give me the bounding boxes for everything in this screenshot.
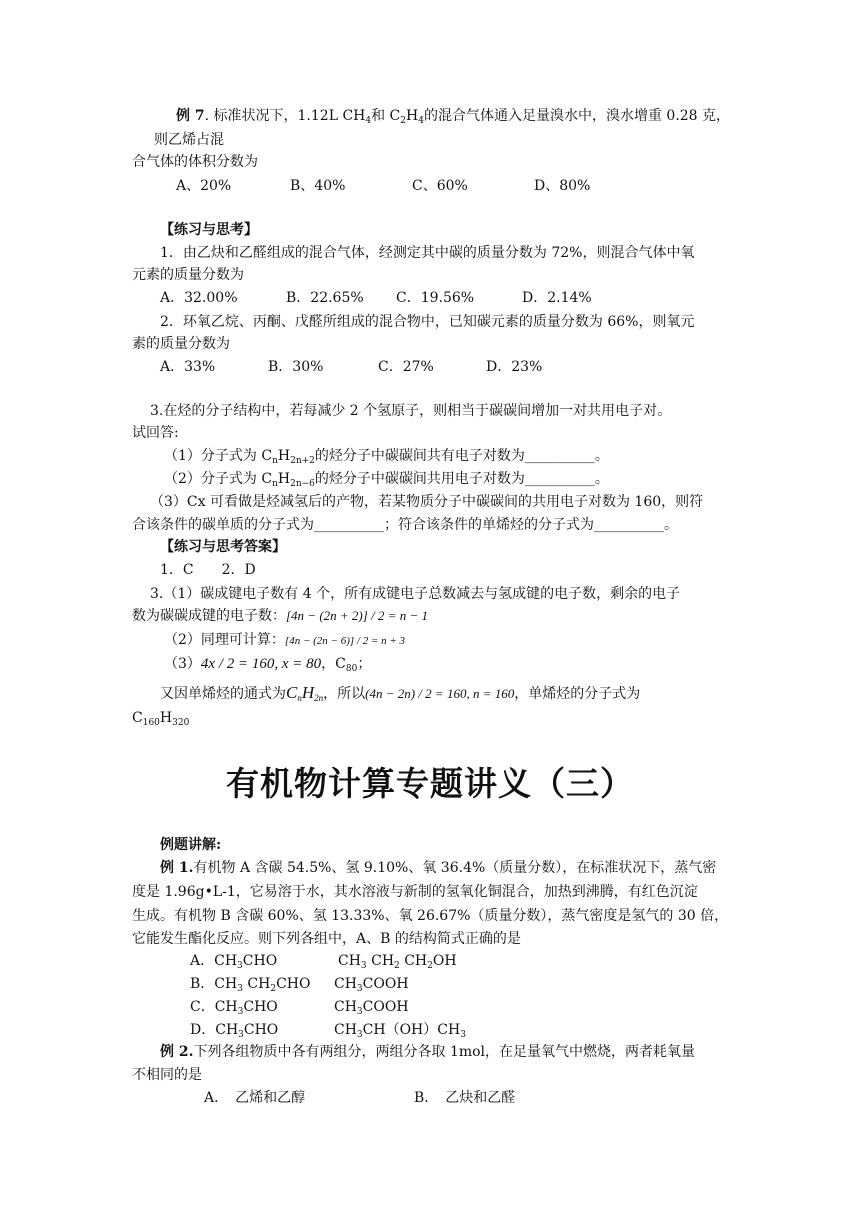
formula-4: (4n − 2n) / 2 = 160, n = 160 xyxy=(365,686,515,701)
section-title: 有机物计算专题讲义（三） xyxy=(226,764,634,803)
example-1-line-3: 生成。有机物 B 含碳 60%、氢 13.33%、氧 26.67%（质量分数），蒸气密度是氢气的 30 倍， xyxy=(132,908,729,924)
answers-q3-line-1: 3.（1）碳成键电子数有 4 个，所有成键电子总数减去与氢成键的电子数，剩余的电子 xyxy=(150,586,681,602)
practice-q1-option-d: D．2.14% xyxy=(522,290,592,306)
example-2-line-2: 不相同的是 xyxy=(132,1067,202,1083)
practice-q2-option-d: D．23% xyxy=(486,359,543,375)
answers-heading: 【练习与思考答案】 xyxy=(160,539,286,555)
practice-q2-line-1: 2．环氧乙烷、丙酮、戊醛所组成的混合物中，已知碳元素的质量分数为 66%，则氧元 xyxy=(160,314,695,330)
practice-q1-line-1: 1．由乙炔和乙醛组成的混合气体，经测定其中碳的质量分数为 72%，则混合气体中氧 xyxy=(160,245,695,261)
practice-q1-option-c: C．19.56% xyxy=(396,290,475,306)
example-1-option-a-b: $CH_3$ $CH_2$ $CH_2OH$ xyxy=(338,953,457,971)
example-1-option-c-b: $CH_3COOH$ xyxy=(334,999,409,1017)
formula-3: 4x / 2 = 160, x = 80 xyxy=(200,656,322,672)
example-2-line-1: 例 2.下列各组物质中各有两组分，两组分各取 1mol，在足量氧气中燃烧，两者耗氧量 xyxy=(160,1044,696,1060)
example-1-line-1: 例 1.有机物 A 含碳 54.5%、氢 9.10%、氧 36.4%（质量分数），在标准状况下，蒸气密 xyxy=(160,860,717,876)
example-1-label: 例 1. xyxy=(160,860,194,876)
practice-q3-line-1: 3.在烃的分子结构中，若每减少 2 个氢原子，则相当于碳碳间增加一对共用电子对。 xyxy=(150,403,672,419)
answers-line-1: 1．C 2．D xyxy=(160,562,256,578)
answers-final-formula: $C_{160}H_{320}$ xyxy=(132,710,190,728)
example-7-line-1: 例 7. 标准状况下，1.12L $CH_4$和 $C_2H_4$的混合气体通入足量溴水中，溴水增重 0.28 克， xyxy=(176,108,731,126)
practice-q3-part-1: （1）分子式为 $C_nH_{2n+2}$的烃分子中碳碳间共有电子对数为__________。 xyxy=(164,448,609,466)
practice-q1-option-a: A．32.00% xyxy=(160,290,238,306)
example-1-option-c: C．$CH_3CHO$ xyxy=(190,999,278,1017)
practice-q3-part-2: （2）分子式为 $C_nH_{2n-6}$的烃分子中碳碳间共用电子对数为__________。 xyxy=(164,471,609,489)
answers-q3-line-2: 数为碳碳成键的电子数：[4n − (2n + 2)] / 2 = n − 1 xyxy=(132,608,428,624)
answers-q3-part-2: （2）同理可计算：[4n − (2n − 6)] / 2 = n + 3 xyxy=(164,632,406,648)
answers-q3-part-3: （3）4x / 2 = 160, x = 80，$C_{80}$； xyxy=(164,656,372,674)
example-7-option-b: B、40% xyxy=(290,178,346,194)
practice-q2-option-b: B．30% xyxy=(268,359,324,375)
practice-q3-line-2: 试回答: xyxy=(132,425,179,441)
example-1-option-b-b: $CH_3COOH$ xyxy=(334,976,409,994)
practice-q2-option-a: A．33% xyxy=(160,359,216,375)
example-7-option-a: A、20% xyxy=(176,178,232,194)
formula-1: [4n − (2n + 2)] / 2 = n − 1 xyxy=(286,608,428,623)
practice-q1-line-2: 元素的质量分数为 xyxy=(132,267,244,283)
example-7-line-2: 则乙烯占混 xyxy=(154,132,224,148)
formula-2: [4n − (2n − 6)] / 2 = n + 3 xyxy=(284,635,406,647)
example-1-option-d-b: $CH_3CH(OH)CH_3$ xyxy=(334,1022,466,1040)
example-7-option-c: C、60% xyxy=(412,178,468,194)
example-2-option-a: A． 乙烯和乙醇 xyxy=(204,1090,306,1106)
example-7-line-3: 合气体的体积分数为 xyxy=(132,154,258,170)
practice-q3-part-3-line-1: （3）Cx 可看做是烃减氢后的产物，若某物质分子中碳碳间的共用电子对数为 160，则符 xyxy=(150,494,704,510)
practice-q1-option-b: B．22.65% xyxy=(286,290,364,306)
practice-q2-line-2: 素的质量分数为 xyxy=(132,336,230,352)
practice-q3-part-3-line-2: 合该条件的碳单质的分子式为__________；符合该条件的单烯烃的分子式为__________。 xyxy=(132,517,678,533)
lecture-heading: 例题讲解: xyxy=(160,837,222,853)
example-2-option-b: B． 乙炔和乙醛 xyxy=(414,1090,516,1106)
example-1-option-a: A．$CH_3CHO$ xyxy=(190,953,278,971)
example-1-option-b: B．$CH_3$ $CH_2CHO$ xyxy=(190,976,311,994)
practice-heading: 【练习与思考】 xyxy=(160,222,258,238)
example-1-line-4: 它能发生酯化反应。则下列各组中，A、B 的结构简式正确的是 xyxy=(132,931,521,947)
example-1-option-d: D．$CH_3CHO$ xyxy=(190,1022,279,1040)
answers-q3-last-line: 又因单烯烃的通式为$C_nH_{2n}$，所以(4n − 2n) / 2 = 160, n = 160，单烯烃的分子式为 xyxy=(160,683,641,703)
practice-q2-option-c: C．27% xyxy=(378,359,434,375)
formula-general: $C_nH_{2n}$ xyxy=(286,683,324,703)
example-7-option-d: D、80% xyxy=(534,178,591,194)
example-2-label: 例 2. xyxy=(160,1044,194,1060)
example-7-label: 例 7 xyxy=(176,108,205,124)
example-1-line-2: 度是 1.96g•L-1，它易溶于水，其水溶液与新制的氢氧化铜混合，加热到沸腾，有红色沉淀 xyxy=(132,884,698,900)
